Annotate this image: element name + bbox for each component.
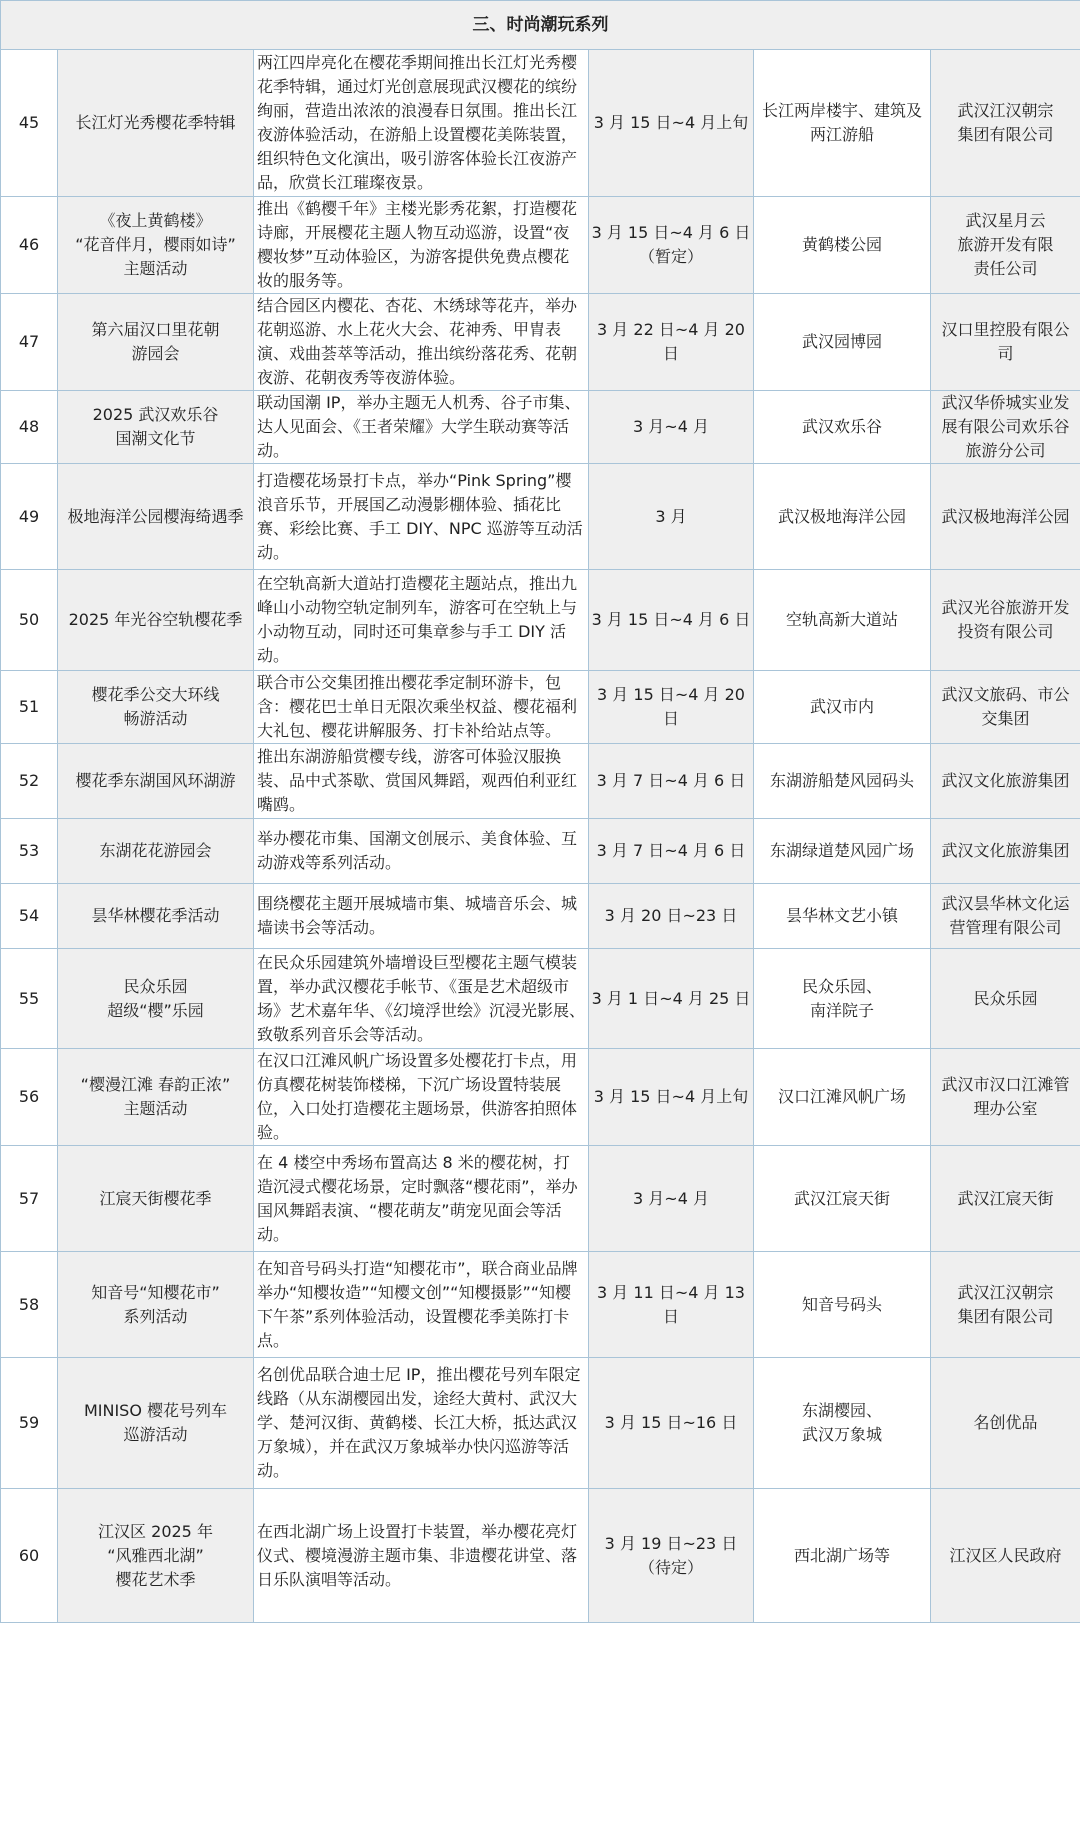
cell-line: 民众乐园 [973,988,1038,1008]
activity-location [754,671,931,744]
table-row [1,671,1080,744]
cell-line: 国潮文化节 [115,429,196,448]
cell-line: 东湖花花游园会 [99,841,212,860]
cell-line: 3 月 15 日~4 月上旬 [593,113,749,132]
activity-name [58,744,254,819]
cell-line: 《夜上黄鹤楼》 [99,211,212,230]
table-row [1,50,1080,197]
activity-name [58,819,254,884]
row-number: 60 [1,1489,58,1623]
activity-location [754,570,931,671]
cell-line: 武汉文化旅游集团 [941,771,1070,790]
cell-line: 3 月 7 日~4 月 6 日 [596,771,746,790]
activity-location [754,50,931,197]
cell-line: 主题活动 [123,259,188,278]
activity-time [589,197,754,294]
cell-line: 武汉华侨城实业发 [941,393,1070,412]
cell-line: 知音号“知樱花市” [91,1282,220,1302]
activity-time [589,949,754,1049]
cell-line: 武汉文化旅游集团 [941,841,1070,860]
activity-description: 联动国潮 IP，举办主题无人机秀、谷子市集、达人见面会、《王者荣耀》大学生联动赛等活动。 [254,391,589,464]
row-number: 59 [1,1358,58,1489]
cell-line: 3 月 15 日~4 月上旬 [593,1087,749,1106]
row-number: 49 [1,464,58,570]
cell-line: 知音号码头 [801,1294,882,1314]
cell-line: 极地海洋公园樱海绮遇季 [67,506,244,526]
cell-line: 樱花季公交大环线 [91,685,220,704]
cell-line: MINISO 樱花号列车 [83,1401,228,1420]
cell-line: 黄鹤楼公园 [801,235,882,254]
activity-time [589,671,754,744]
cell-line: 3 月~4 月 [633,417,709,436]
activity-name [58,391,254,464]
activity-location [754,1146,931,1252]
activity-name [58,1252,254,1358]
cell-line: “樱漫江滩 春韵正浓” [80,1075,231,1094]
activity-name [58,1049,254,1146]
cell-line: 旅游分公司 [965,441,1046,460]
row-number: 56 [1,1049,58,1146]
activity-description: 在知音号码头打造“知樱花市”，联合商业品牌举办“知樱妆造”“知樱文创”“知樱摄影”“知樱下午茶”系列体验活动，设置樱花季美陈打卡点。 [254,1252,589,1358]
activity-location [754,1252,931,1358]
cell-line: 3 月~4 月 [633,1188,709,1208]
table-row [1,570,1080,671]
activity-name [58,294,254,391]
cell-line: 空轨高新大道站 [785,610,898,629]
cell-line: 集团有限公司 [957,1306,1054,1326]
table-row [1,819,1080,884]
cell-line: 武汉江汉朝宗 [957,1282,1054,1302]
cell-line: 3 月 [655,506,687,526]
activity-time [589,1049,754,1146]
cell-line: 东湖绿道楚风园广场 [769,841,914,860]
cell-line: 南洋院子 [809,1000,874,1020]
cell-line: （暂定） [638,247,703,266]
activity-organizer [931,294,1080,391]
table-row [1,464,1080,570]
table-row [1,391,1080,464]
table-row [1,1489,1080,1623]
cell-line: 2025 年光谷空轨樱花季 [68,610,243,629]
table-row [1,1146,1080,1252]
activity-time [589,1146,754,1252]
activity-location [754,464,931,570]
cell-line: 理办公室 [973,1099,1038,1118]
activity-organizer [931,391,1080,464]
cell-line: 3 月 15 日~4 月 6 日 [591,223,751,242]
activity-time [589,1252,754,1358]
row-number: 51 [1,671,58,744]
activity-location [754,197,931,294]
cell-line: 3 月 15 日~4 月 6 日 [591,610,751,629]
activity-location [754,884,931,949]
activity-time [589,744,754,819]
activity-organizer [931,1146,1080,1252]
row-number: 55 [1,949,58,1049]
activity-organizer [931,884,1080,949]
activity-location [754,949,931,1049]
cell-line: 3 月 19 日~23 日 [604,1533,738,1553]
cell-line: 责任公司 [973,259,1038,278]
cell-line: 交集团 [981,709,1030,728]
cell-line: 武汉江宸天街 [957,1188,1054,1208]
activity-time [589,1489,754,1623]
cell-line: 武汉万象城 [801,1425,882,1444]
cell-line: 武汉市汉口江滩管 [941,1075,1070,1094]
activity-description: 联合市公交集团推出樱花季定制环游卡，包含：樱花巴士单日无限次乘坐权益、樱花福利大礼包、樱花讲解服务、打卡补给站点等。 [254,671,589,744]
table-row [1,1049,1080,1146]
activity-description: 在空轨高新大道站打造樱花主题站点，推出九峰山小动物空轨定制列车，游客可在空轨上与小动物互动，同时还可集章参与手工 DIY 活动。 [254,570,589,671]
cell-line: 昙华林文艺小镇 [785,906,898,925]
cell-line: 樱花艺术季 [115,1569,196,1589]
cell-line: 3 月 1 日~4 月 25 日 [591,988,751,1008]
activity-organizer [931,570,1080,671]
activity-location [754,1358,931,1489]
cell-line: 武汉极地海洋公园 [941,506,1070,526]
activity-organizer [931,1049,1080,1146]
activity-location [754,1489,931,1623]
cell-line: 武汉市内 [809,697,874,716]
cell-line: 武汉昙华林文化运 [941,894,1070,913]
table-body [1,1,1080,1623]
cell-line: 3 月 15 日~16 日 [604,1413,738,1432]
cell-line: 主题活动 [123,1099,188,1118]
activity-time [589,50,754,197]
activity-time [589,570,754,671]
cell-line: 西北湖广场等 [793,1545,890,1565]
cell-line: 樱花季东湖国风环湖游 [75,771,236,790]
cell-line: 展有限公司欢乐谷 [941,417,1070,436]
activity-organizer [931,197,1080,294]
activity-location [754,819,931,884]
cell-line: 畅游活动 [123,709,188,728]
activity-organizer [931,819,1080,884]
row-number: 50 [1,570,58,671]
cell-line: 巡游活动 [123,1425,188,1444]
activity-time [589,391,754,464]
row-number: 47 [1,294,58,391]
activity-description: 围绕樱花主题开展城墙市集、城墙音乐会、城墙读书会等活动。 [254,884,589,949]
cell-line: 2025 武汉欢乐谷 [92,405,219,424]
cell-line: 3 月 22 日~4 月 20 日 [597,320,745,363]
row-number: 57 [1,1146,58,1252]
table-row [1,744,1080,819]
activity-name [58,671,254,744]
activity-description: 举办樱花市集、国潮文创展示、美食体验、互动游戏等系列活动。 [254,819,589,884]
cell-line: 昙华林樱花季活动 [91,906,220,925]
table-row [1,294,1080,391]
activity-location [754,744,931,819]
section-title: 三、时尚潮玩系列 [1,1,1080,50]
activity-organizer [931,1489,1080,1623]
activity-time [589,294,754,391]
cell-line: 武汉江宸天街 [793,1188,890,1208]
activity-organizer [931,671,1080,744]
activity-description: 打造樱花场景打卡点，举办“Pink Spring”樱浪音乐节，开展国乙动漫影棚体验、插花比赛、彩绘比赛、手工 DIY、NPC 巡游等互动活动。 [254,464,589,570]
cell-line: 旅游开发有限 [957,235,1054,254]
cell-line: 江汉区 2025 年 [98,1521,213,1541]
row-number: 54 [1,884,58,949]
cell-line: 3 月 7 日~4 月 6 日 [596,841,746,860]
activity-location [754,294,931,391]
cell-line: 武汉文旅码、市公 [941,685,1070,704]
activity-organizer [931,1358,1080,1489]
activity-organizer [931,744,1080,819]
activity-description: 推出《鹤樱千年》主楼光影秀花絮，打造樱花诗廊，开展樱花主题人物互动巡游，设置“夜樱妆梦”互动体验区，为游客提供免费点樱花妆的服务等。 [254,197,589,294]
activity-description: 在 4 楼空中秀场布置高达 8 米的樱花树，打造沉浸式樱花场景，定时飘落“樱花雨”，举办国风舞蹈表演、“樱花萌友”萌宠见面会等活动。 [254,1146,589,1252]
activity-description: 在西北湖广场上设置打卡装置，举办樱花亮灯仪式、樱境漫游主题市集、非遗樱花讲堂、落日乐队演唱等活动。 [254,1489,589,1623]
activity-organizer [931,50,1080,197]
activity-time [589,464,754,570]
cell-line: 民众乐园 [123,976,188,996]
activity-organizer [931,949,1080,1049]
activity-name [58,1358,254,1489]
cell-line: 游园会 [131,344,180,363]
cell-line: 武汉极地海洋公园 [777,506,906,526]
row-number: 46 [1,197,58,294]
cell-line: 超级“樱”乐园 [107,1000,204,1020]
activity-description: 结合园区内樱花、杏花、木绣球等花卉，举办花朝巡游、水上花火大会、花神秀、甲胄表演、戏曲荟萃等活动，推出缤纷落花秀、花朝夜游、花朝夜秀等夜游体验。 [254,294,589,391]
cell-line: 营管理有限公司 [949,918,1062,937]
cell-line: 汉口里控股有限公 [941,320,1070,339]
cell-line: 汉口江滩风帆广场 [777,1087,906,1106]
row-number: 52 [1,744,58,819]
activity-description: 推出东湖游船赏樱专线，游客可体验汉服换装、品中式茶歇、赏国风舞蹈，观西伯利亚红嘴鸥。 [254,744,589,819]
cell-line: 武汉江汉朝宗 [957,101,1054,120]
cell-line: 东湖樱园、 [801,1401,882,1420]
activity-name [58,50,254,197]
cell-line: （待定） [638,1557,703,1577]
activity-location [754,1049,931,1146]
cell-line: “花音伴月，樱雨如诗” [75,235,236,254]
cell-line: 名创优品 [973,1413,1038,1432]
cell-line: 武汉光谷旅游开发 [941,598,1070,617]
activity-name [58,884,254,949]
table-row [1,949,1080,1049]
cell-line: 3 月 15 日~4 月 20 日 [597,685,745,728]
cell-line: 两江游船 [809,125,874,144]
cell-line: 集团有限公司 [957,125,1054,144]
cell-line: 江宸天街樱花季 [99,1188,212,1208]
activity-location [754,391,931,464]
cell-line: 系列活动 [123,1306,188,1326]
table-row [1,1252,1080,1358]
cell-line: 武汉星月云 [965,211,1046,230]
activity-organizer [931,464,1080,570]
table-row [1,884,1080,949]
cell-line: 司 [997,344,1014,363]
cell-line: 长江灯光秀樱花季特辑 [75,113,236,132]
table-row [1,197,1080,294]
section-header-row [1,1,1080,50]
activity-description: 在汉口江滩风帆广场设置多处樱花打卡点，用仿真樱花树装饰楼梯，下沉广场设置特装展位，入口处打造樱花主题场景，供游客拍照体验。 [254,1049,589,1146]
cell-line: 东湖游船楚风园码头 [769,771,914,790]
cell-line: “风雅西北湖” [107,1545,204,1565]
activity-name [58,197,254,294]
activity-time [589,884,754,949]
activity-description: 两江四岸亮化在樱花季期间推出长江灯光秀樱花季特辑，通过灯光创意展现武汉樱花的缤纷绚丽，营造出浓浓的浪漫春日氛围。推出长江夜游体验活动，在游船上设置樱花美陈装置，组织特色文化演出，吸引游客体验长江夜游产品，欣赏长江璀璨夜景。 [254,50,589,197]
cell-line: 民众乐园、 [801,976,882,996]
row-number: 48 [1,391,58,464]
activity-description: 在民众乐园建筑外墙增设巨型樱花主题气模装置，举办武汉樱花手帐节、《蛋是艺术超级市场》艺术嘉年华、《幻境浮世绘》沉浸光影展、致敬系列音乐会等活动。 [254,949,589,1049]
row-number: 53 [1,819,58,884]
row-number: 58 [1,1252,58,1358]
cell-line: 武汉欢乐谷 [801,417,882,436]
activity-name [58,464,254,570]
activity-name [58,1146,254,1252]
cell-line: 江汉区人民政府 [949,1545,1062,1565]
activity-description: 名创优品联合迪士尼 IP，推出樱花号列车限定线路（从东湖樱园出发，途经大黄村、武汉大学、楚河汉街、黄鹤楼、长江大桥，抵达武汉万象城），并在武汉万象城举办快闪巡游等活动。 [254,1358,589,1489]
cell-line: 投资有限公司 [957,622,1054,641]
cell-line: 武汉园博园 [801,332,882,351]
activity-time [589,1358,754,1489]
cell-line: 3 月 20 日~23 日 [604,906,738,925]
activity-organizer [931,1252,1080,1358]
cell-line: 长江两岸楼宇、建筑及 [761,101,922,120]
activity-time [589,819,754,884]
row-number: 45 [1,50,58,197]
table-row [1,1358,1080,1489]
activity-name [58,1489,254,1623]
cell-line: 3 月 11 日~4 月 13 日 [597,1282,745,1326]
activity-name [58,949,254,1049]
cell-line: 第六届汉口里花朝 [91,320,220,339]
activity-name [58,570,254,671]
